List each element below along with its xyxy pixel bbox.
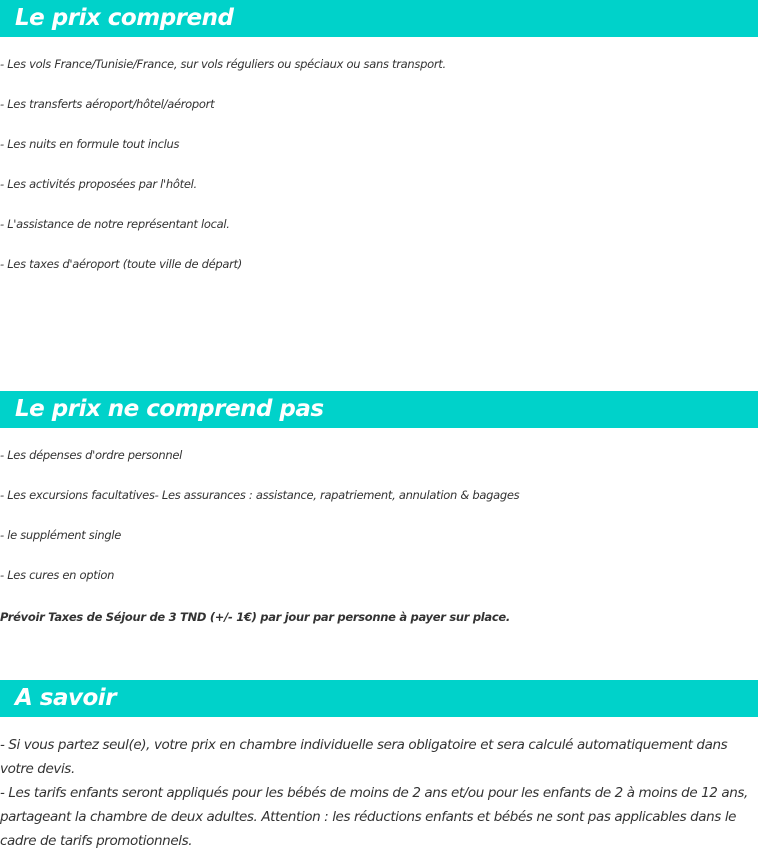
list-item: - Les vols France/Tunisie/France, sur vols réguliers ou spéciaux ou sans transport. (0, 57, 446, 71)
list-item: - Les cures en option (0, 568, 115, 582)
list-item: - Les excursions facultatives- Les assurances : assistance, rapatriement, annulation & bagages (0, 488, 520, 502)
paragraph: - Les tarifs enfants seront appliqués pour les bébés de moins de 2 ans et/ou pour les enfants de 2 à moins de 12 ans, partageant la chambre de deux adultes. Attention : les réductions enfants et bébés ne sont pas applicables dans le cadre de tarifs promotionnels. (0, 785, 748, 849)
list-item: - Les activités proposées par l'hôtel. (0, 177, 197, 191)
section-header-included: Le prix comprend (0, 0, 758, 37)
list-item: - L'assistance de notre représentant local. (0, 217, 230, 231)
list-item: - Les taxes d'aéroport (toute ville de départ) (0, 257, 242, 271)
list-item: - Les dépenses d'ordre personnel (0, 448, 183, 462)
section-header-good-to-know: A savoir (0, 680, 758, 717)
tax-note: Prévoir Taxes de Séjour de 3 TND (+/- 1€) par jour par personne à payer sur place. (0, 610, 510, 624)
list-item: - le supplément single (0, 528, 122, 542)
section-header-not-included: Le prix ne comprend pas (0, 391, 758, 428)
list-item: - Les transferts aéroport/hôtel/aéroport (0, 97, 215, 111)
paragraph: - Si vous partez seul(e), votre prix en chambre individuelle sera obligatoire et sera calculé automatiquement dans votre devis. (0, 737, 728, 777)
list-item: - Les nuits en formule tout inclus (0, 137, 180, 151)
